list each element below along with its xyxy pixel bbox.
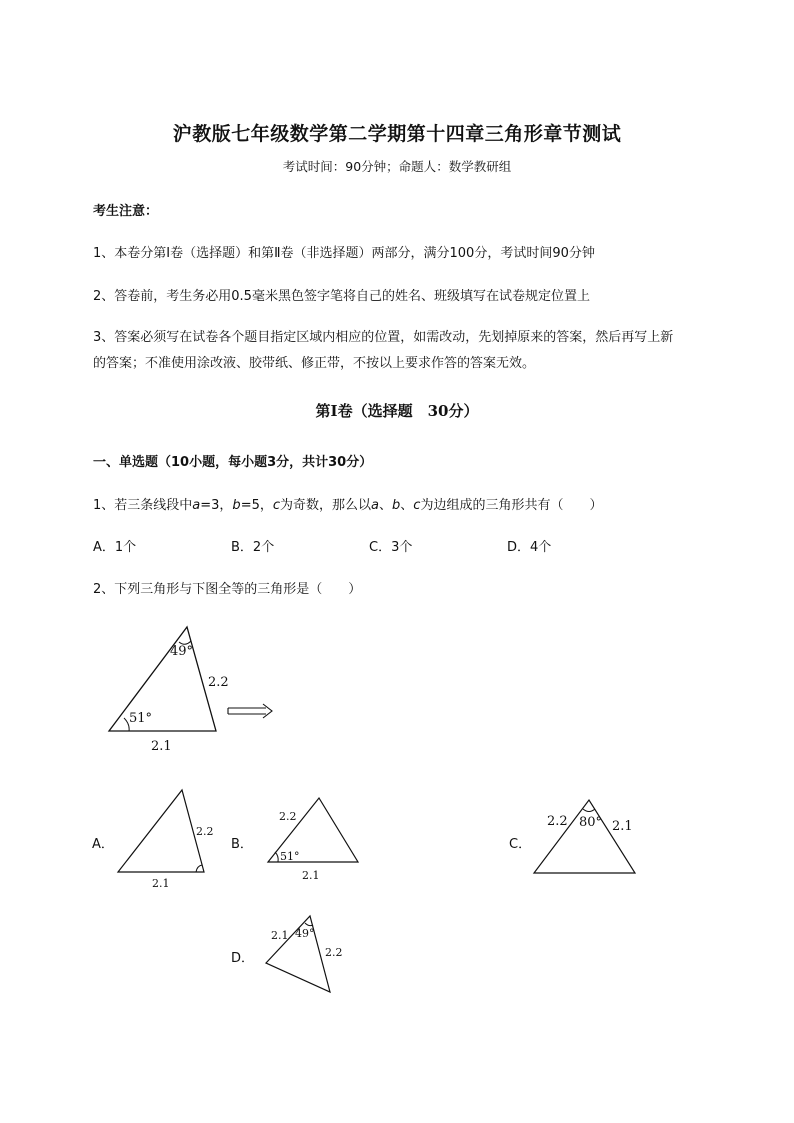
var-b: b: [392, 498, 401, 513]
q2-option-a-label[interactable]: A．: [92, 837, 114, 852]
angle-51-label: 51°: [129, 711, 153, 726]
var-c: c: [272, 498, 281, 513]
option-c-side-2-2: 2.2: [547, 814, 568, 829]
q1-suffix: 为边组成的三角形共有（ ）: [420, 498, 603, 513]
q1-eq2: =5，: [240, 498, 273, 513]
q2-option-a-figure[interactable]: [110, 780, 220, 895]
reference-triangle: [109, 627, 216, 731]
q2-option-c-figure[interactable]: [528, 790, 668, 880]
angle-arc: [583, 809, 595, 812]
note-line-3a: 3、答案必须写在试卷各个题目指定区域内相应的位置，如需改动，先划掉原来的答案，然后再写上新: [93, 330, 674, 345]
q2-option-c-label[interactable]: C．: [509, 837, 532, 852]
q1-option-c[interactable]: C．3个: [369, 540, 413, 555]
option-c-side-2-1: 2.1: [612, 819, 633, 834]
angle-49-label: 49°: [170, 644, 194, 659]
option-a-side-2-2: 2.2: [196, 825, 214, 838]
var-c: c: [413, 498, 421, 513]
option-d-side-2-1: 2.1: [271, 929, 289, 942]
note-line-3b: 的答案；不准使用涂改液、胶带纸、修正带，不按以上要求作答的答案无效。: [93, 356, 536, 371]
var-a: a: [371, 498, 379, 513]
option-b-side-2-1: 2.1: [302, 869, 320, 882]
q1-prefix: 1、若三条线段中: [93, 498, 193, 513]
side-2-1-label: 2.1: [151, 739, 172, 754]
var-b: b: [232, 498, 241, 513]
q2-option-d-figure[interactable]: [258, 908, 358, 998]
section-subtitle: 一、单选题（10小题，每小题3分，共计30分）: [93, 455, 373, 470]
option-c-triangle: [534, 800, 635, 873]
section-title: 第I卷（选择题 30分）: [315, 402, 479, 420]
option-b-angle-51: 51°: [280, 850, 300, 863]
q1-eq1: =3，: [200, 498, 233, 513]
q1-option-b[interactable]: B．2个: [231, 540, 275, 555]
page-title: 沪教版七年级数学第二学期第十四章三角形章节测试: [172, 123, 622, 145]
q1-sep: 、: [379, 498, 393, 513]
q1-option-d[interactable]: D．4个: [507, 540, 552, 555]
option-a-triangle: [118, 790, 204, 872]
option-d-angle-49: 49°: [295, 927, 315, 940]
option-a-side-2-1: 2.1: [152, 877, 170, 890]
side-2-2-label: 2.2: [208, 675, 229, 690]
angle-arc: [196, 865, 202, 872]
reference-triangle-figure: [100, 620, 290, 760]
note-line-1: 1、本卷分第I卷（选择题）和第Ⅱ卷（非选择题）两部分，满分100分，考试时间90分钟: [93, 246, 595, 261]
var-a: a: [192, 498, 201, 513]
q2-option-d-label[interactable]: D．: [231, 951, 255, 966]
option-c-angle-80: 80°: [579, 815, 603, 830]
question-2: 2、下列三角形与下图全等的三角形是（ ）: [93, 582, 362, 597]
option-b-side-2-2: 2.2: [279, 810, 297, 823]
q1-sep: 、: [400, 498, 414, 513]
q1-option-a[interactable]: A．1个: [93, 540, 137, 555]
double-arrow-icon: [228, 704, 272, 718]
note-line-2: 2、答卷前，考生务必用0.5毫米黑色签字笔将自己的姓名、班级填写在试卷规定位置上: [93, 289, 590, 304]
exam-info: 考试时间：90分钟；命题人：数学教研组: [282, 159, 512, 174]
notes-heading: 考生注意：: [93, 204, 159, 219]
q2-option-b-label[interactable]: B．: [231, 837, 253, 852]
q2-option-b-figure[interactable]: [262, 790, 367, 885]
option-d-side-2-2: 2.2: [325, 946, 343, 959]
q1-mid: 为奇数，那么以: [280, 498, 372, 513]
question-1: [93, 494, 602, 513]
